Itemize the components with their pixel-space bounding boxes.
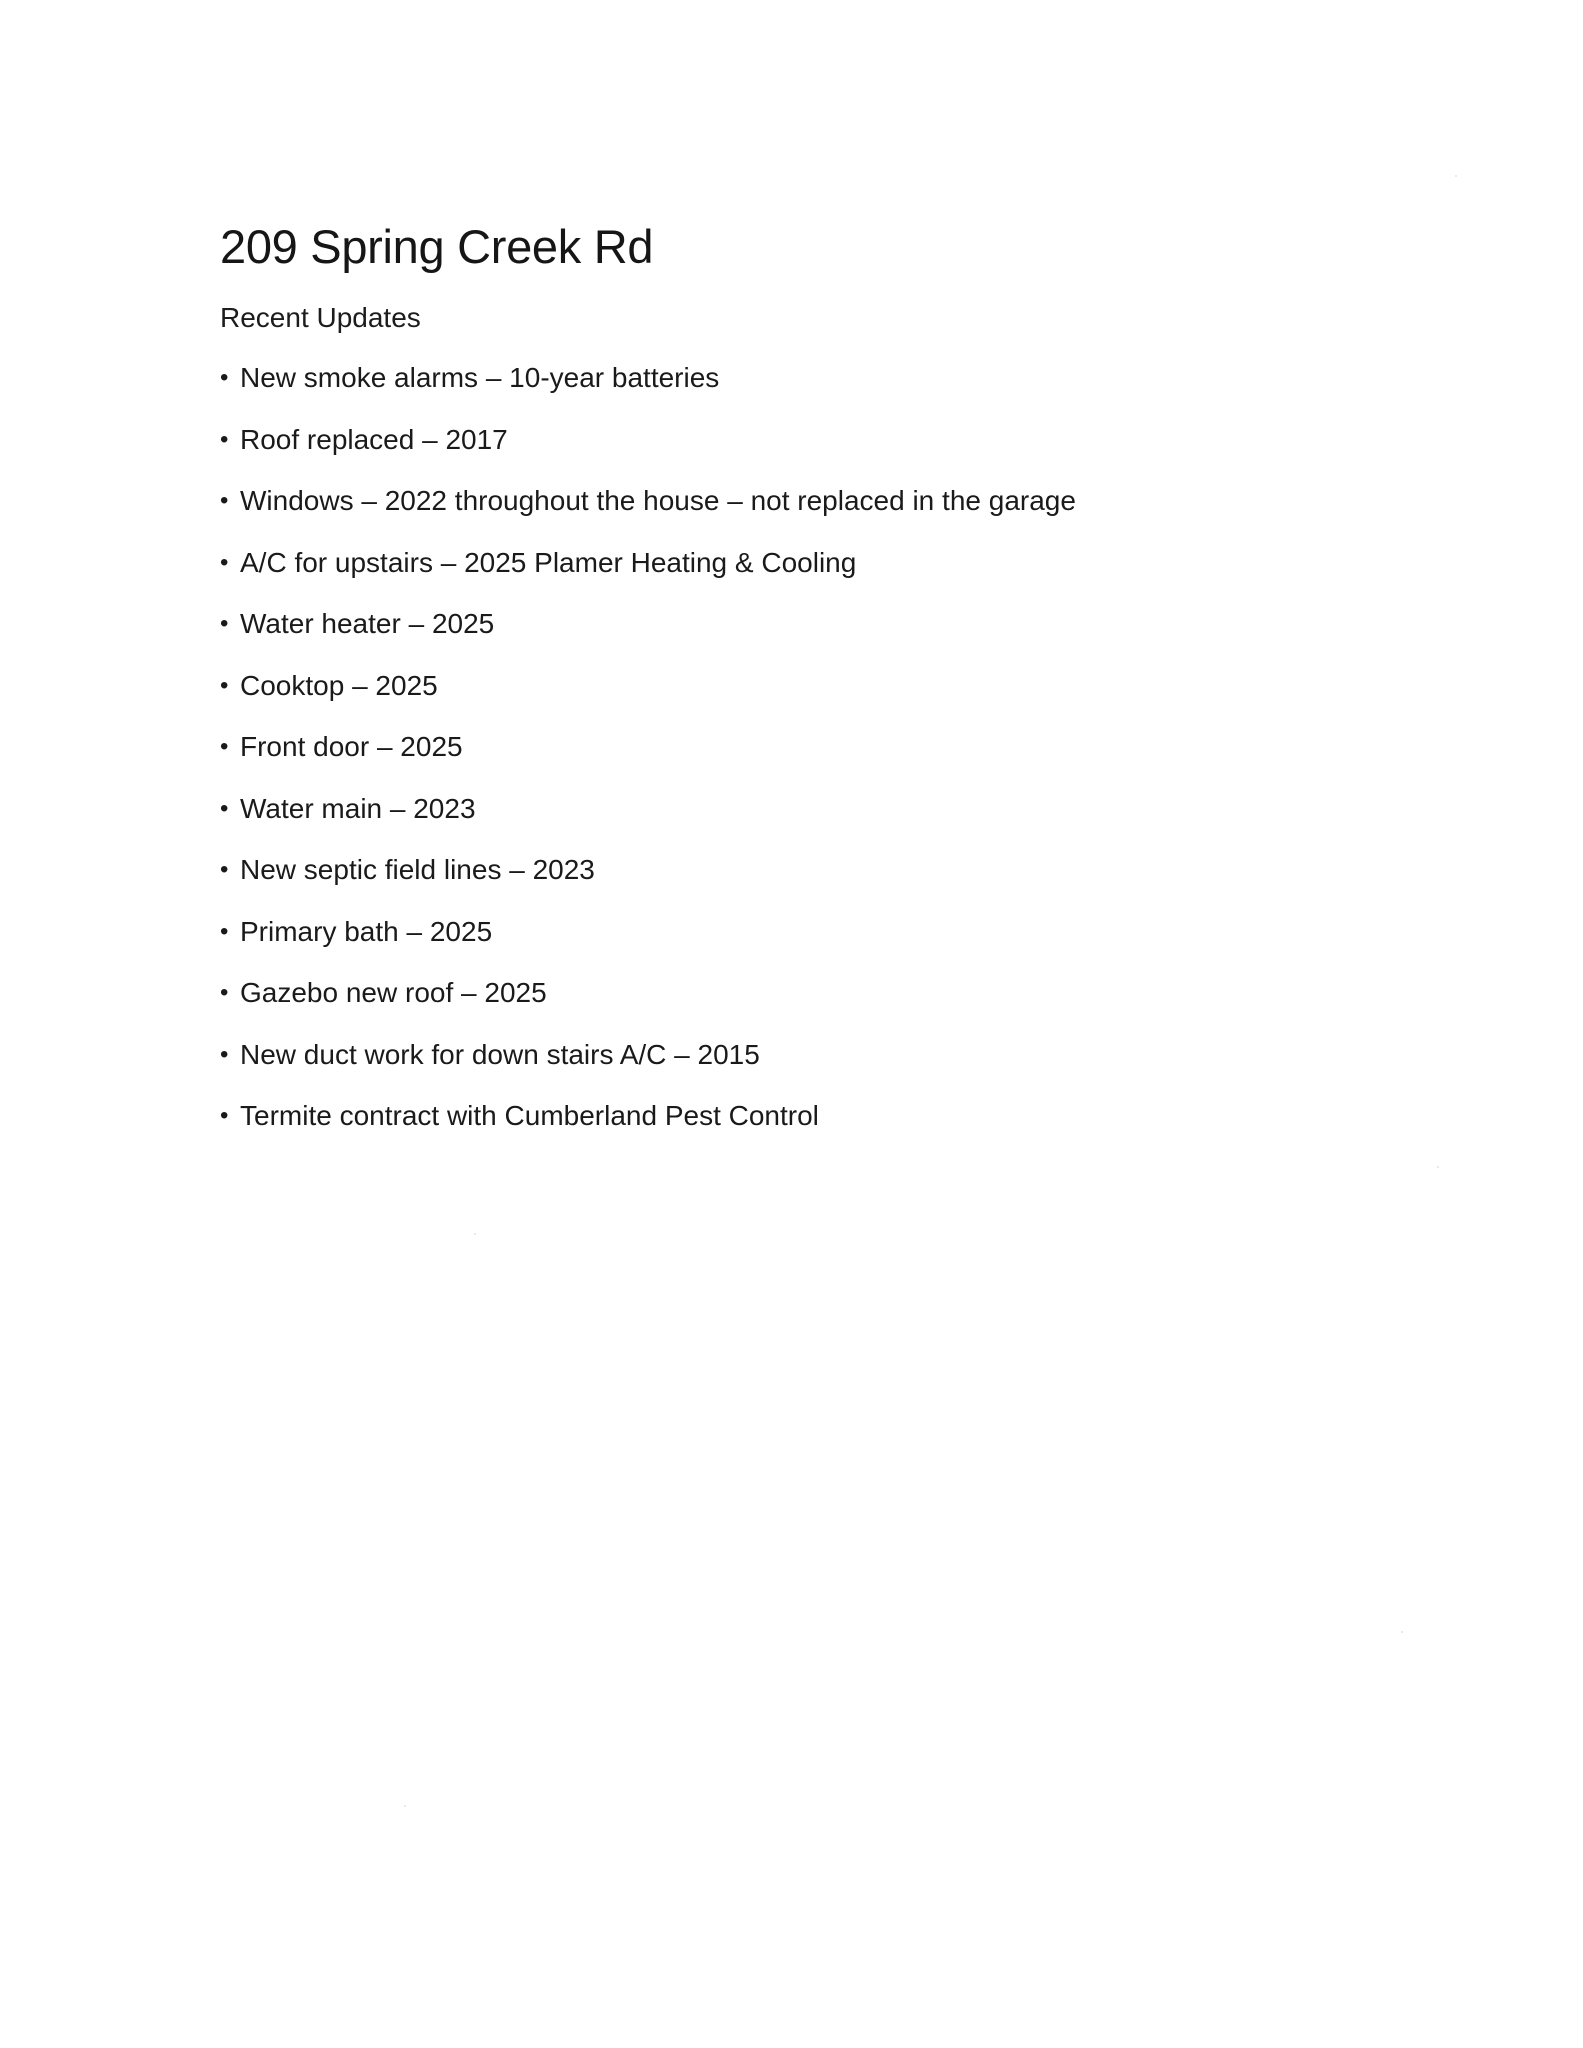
bullet-icon: • — [220, 856, 229, 883]
list-item-text: Roof replaced – 2017 — [240, 423, 508, 455]
list-item — [220, 1036, 1370, 1098]
section-heading: Recent Updates — [220, 302, 421, 333]
list-item — [220, 421, 1370, 483]
bullet-icon: • — [220, 548, 229, 576]
bullet-icon: • — [220, 671, 229, 699]
list-item-text: Water heater – 2025 — [240, 608, 495, 639]
list-item-text: Gazebo new roof – 2025 — [240, 977, 547, 1008]
list-item — [220, 667, 1370, 729]
list-item — [220, 728, 1370, 790]
list-item-text: New smoke alarms – 10-year batteries — [240, 362, 720, 393]
list-item — [220, 359, 1370, 421]
document-content — [220, 215, 1370, 1159]
list-item-text: Windows – 2022 throughout the house – not replaced in the garage — [240, 485, 1076, 516]
bullet-icon: • — [220, 425, 229, 453]
list-item — [220, 913, 1370, 975]
scan-speck — [1401, 1631, 1403, 1633]
list-item-text: A/C for upstairs – 2025 Plamer Heating & Cooling — [240, 546, 857, 578]
list-item-text: New duct work for down stairs A/C – 2015 — [240, 1038, 760, 1070]
bullet-icon: • — [220, 917, 229, 945]
list-item — [220, 974, 1370, 1036]
list-item-text: Water main – 2023 — [240, 792, 476, 824]
bullet-icon: • — [220, 979, 229, 1006]
bullet-icon: • — [220, 364, 229, 391]
bullet-icon: • — [220, 1040, 229, 1068]
list-item — [220, 605, 1370, 667]
list-item — [220, 790, 1370, 852]
bullet-icon: • — [220, 794, 229, 822]
list-item-text: Front door – 2025 — [240, 731, 463, 762]
updates-list — [220, 359, 1370, 1159]
page-title: 209 Spring Creek Rd — [220, 220, 654, 273]
bullet-icon: • — [220, 610, 229, 637]
bullet-icon: • — [220, 733, 229, 760]
list-item — [220, 851, 1370, 913]
scan-speck — [474, 1233, 476, 1235]
list-item-text: Primary bath – 2025 — [240, 915, 493, 947]
bullet-icon: • — [220, 1102, 229, 1129]
scan-speck — [404, 1805, 406, 1807]
list-item-text: New septic field lines – 2023 — [240, 854, 595, 885]
scan-speck — [1455, 175, 1457, 177]
bullet-icon: • — [220, 487, 229, 514]
list-item-text: Termite contract with Cumberland Pest Control — [240, 1100, 819, 1131]
list-item — [220, 482, 1370, 544]
list-item-text: Cooktop – 2025 — [240, 669, 438, 701]
list-item — [220, 544, 1370, 606]
scan-speck — [1437, 1166, 1439, 1168]
list-item — [220, 1097, 1370, 1159]
